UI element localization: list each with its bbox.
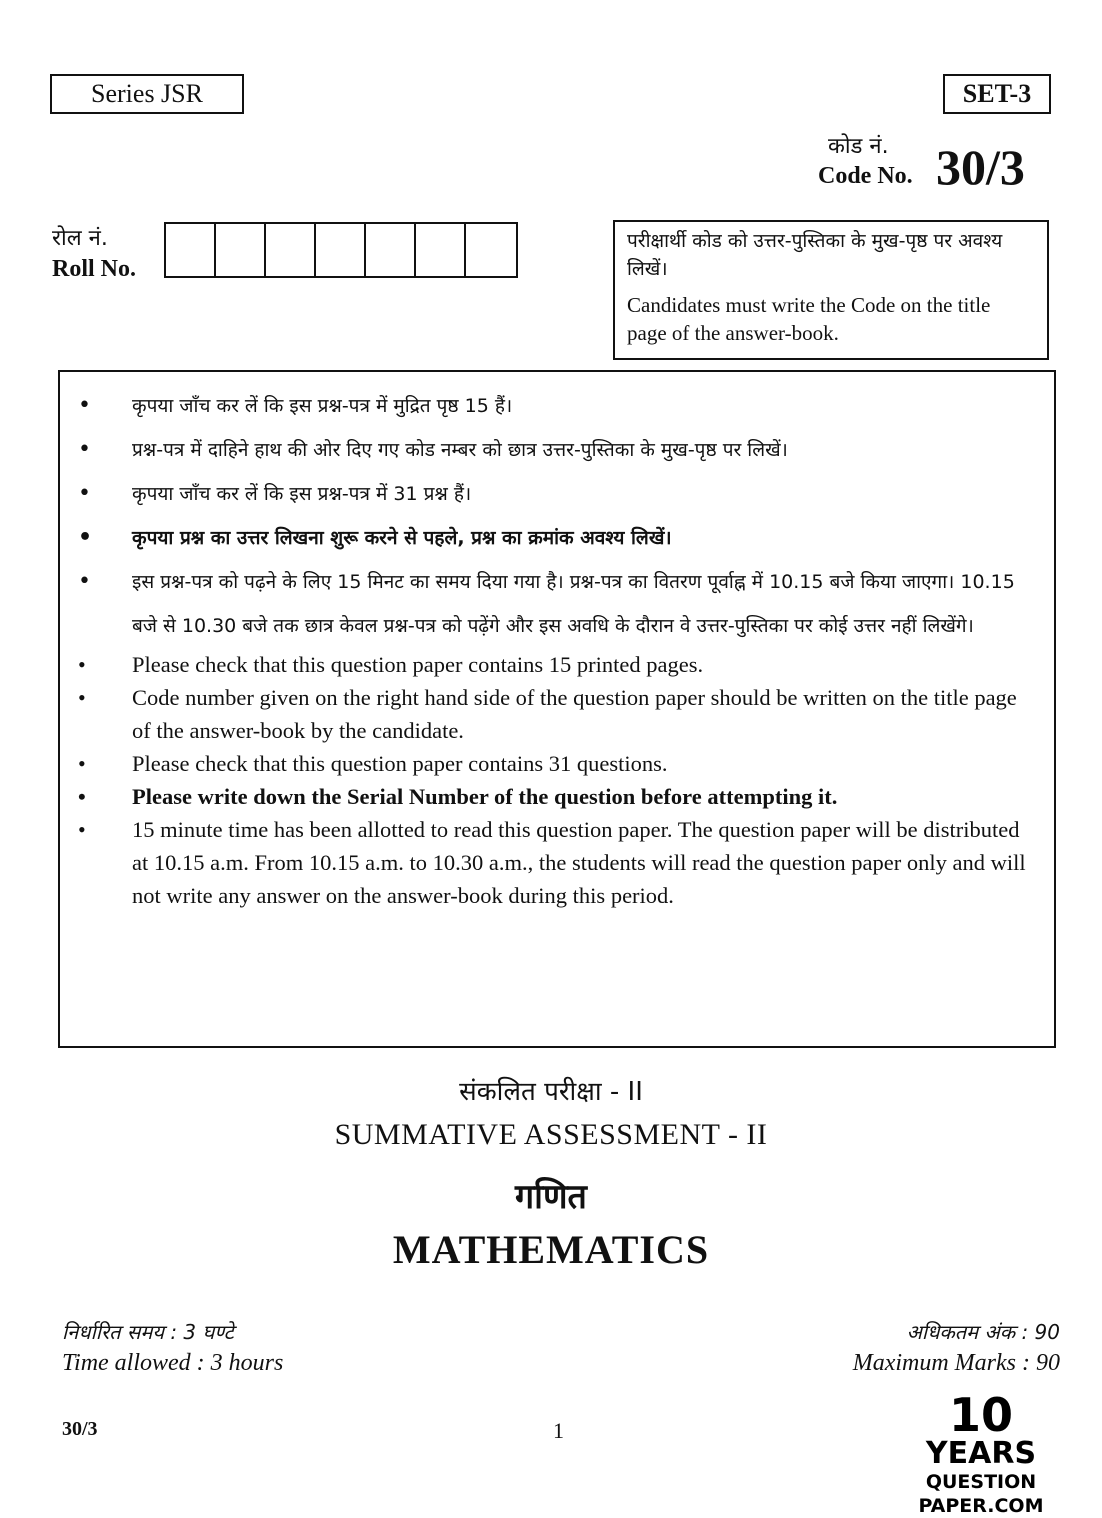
instruction-item-english: • 15 minute time has been allotted to read this question paper. The question paper will be distributed at 10.15 a.m. From 10.15 a.m. to 10.30 a.m., the students will read the question paper only and will not write any answer on the answer-book during this period. bbox=[74, 813, 1040, 912]
instruction-item-hindi: • इस प्रश्न-पत्र को पढ़ने के लिए 15 मिनट का समय दिया गया है। प्रश्न-पत्र का वितरण पूर्वाह्न में 10.15 बजे किया जाएगा। 10.15 बजे से 10.30 बजे तक छात्र केवल प्रश्न-पत्र को पढ़ेंगे और इस अवधि के दौरान वे उत्तर-पुस्तिका पर कोई उत्तर नहीं लिखेंगे। bbox=[74, 560, 1040, 648]
subject-title-hindi: गणित bbox=[515, 1177, 587, 1217]
roll-cell[interactable] bbox=[316, 224, 366, 276]
instruction-item-english: • Code number given on the right hand side of the question paper should be written on the title page of the answer-book by the candidate. bbox=[74, 681, 1040, 747]
time-allowed-hindi: निर्धारित समय : 3 घण्टे bbox=[62, 1320, 234, 1344]
watermark-number: 10 bbox=[948, 1388, 1013, 1442]
roll-cell[interactable] bbox=[216, 224, 266, 276]
roll-label-english: Roll No. bbox=[52, 256, 136, 282]
set-label: SET-3 bbox=[943, 74, 1051, 114]
instruction-item-english: • Please check that this question paper contains 15 printed pages. bbox=[74, 648, 1040, 681]
roll-cell[interactable] bbox=[166, 224, 216, 276]
instruction-item-hindi: • कृपया प्रश्न का उत्तर लिखना शुरू करने से पहले, प्रश्न का क्रमांक अवश्य लिखें। bbox=[74, 516, 1040, 560]
code-note-english: Candidates must write the Code on the title page of the answer-book. bbox=[627, 293, 991, 346]
page-number: 1 bbox=[553, 1418, 564, 1443]
roll-number-grid[interactable] bbox=[164, 222, 518, 278]
exam-title-english: SUMMATIVE ASSESSMENT - II bbox=[334, 1118, 768, 1151]
code-number: 30/3 bbox=[936, 139, 1025, 195]
subject-title-english: MATHEMATICS bbox=[392, 1227, 710, 1272]
footer-code: 30/3 bbox=[62, 1418, 98, 1440]
exam-title-hindi: संकलित परीक्षा - II bbox=[459, 1077, 643, 1107]
instruction-item-hindi: • कृपया जाँच कर लें कि इस प्रश्न-पत्र में मुद्रित पृष्ठ 15 हैं। bbox=[74, 384, 1040, 428]
instruction-item-english: • Please check that this question paper contains 31 questions. bbox=[74, 747, 1040, 780]
roll-label-hindi: रोल नं. bbox=[52, 226, 108, 251]
roll-cell[interactable] bbox=[366, 224, 416, 276]
roll-cell[interactable] bbox=[416, 224, 466, 276]
instructions-box bbox=[58, 370, 1056, 1048]
instructions-list bbox=[74, 384, 1040, 912]
instruction-item-english: • Please write down the Serial Number of the question before attempting it. bbox=[74, 780, 1040, 813]
max-marks-hindi: अधिकतम अंक : 90 bbox=[906, 1320, 1060, 1344]
code-label-hindi: कोड नं. bbox=[828, 134, 889, 159]
max-marks-english: Maximum Marks : 90 bbox=[852, 1350, 1060, 1376]
roll-cell[interactable] bbox=[466, 224, 516, 276]
instruction-item-hindi: • प्रश्न-पत्र में दाहिने हाथ की ओर दिए गए कोड नम्बर को छात्र उत्तर-पुस्तिका के मुख-पृष्ठ पर लिखें। bbox=[74, 428, 1040, 472]
watermark-years: YEARS bbox=[925, 1436, 1037, 1471]
watermark-site: QUESTION PAPER.COM bbox=[918, 1471, 1044, 1517]
series-label: Series JSR bbox=[50, 74, 244, 114]
code-instruction-box bbox=[613, 220, 1049, 360]
time-allowed-english: Time allowed : 3 hours bbox=[62, 1350, 284, 1376]
instruction-item-hindi: • कृपया जाँच कर लें कि इस प्रश्न-पत्र में 31 प्रश्न हैं। bbox=[74, 472, 1040, 516]
watermark-logo bbox=[868, 1388, 1094, 1518]
code-label-english: Code No. bbox=[818, 163, 913, 189]
code-note-hindi: परीक्षार्थी कोड को उत्तर-पुस्तिका के मुख-पृष्ठ पर अवश्य लिखें। bbox=[627, 230, 1003, 280]
roll-cell[interactable] bbox=[266, 224, 316, 276]
